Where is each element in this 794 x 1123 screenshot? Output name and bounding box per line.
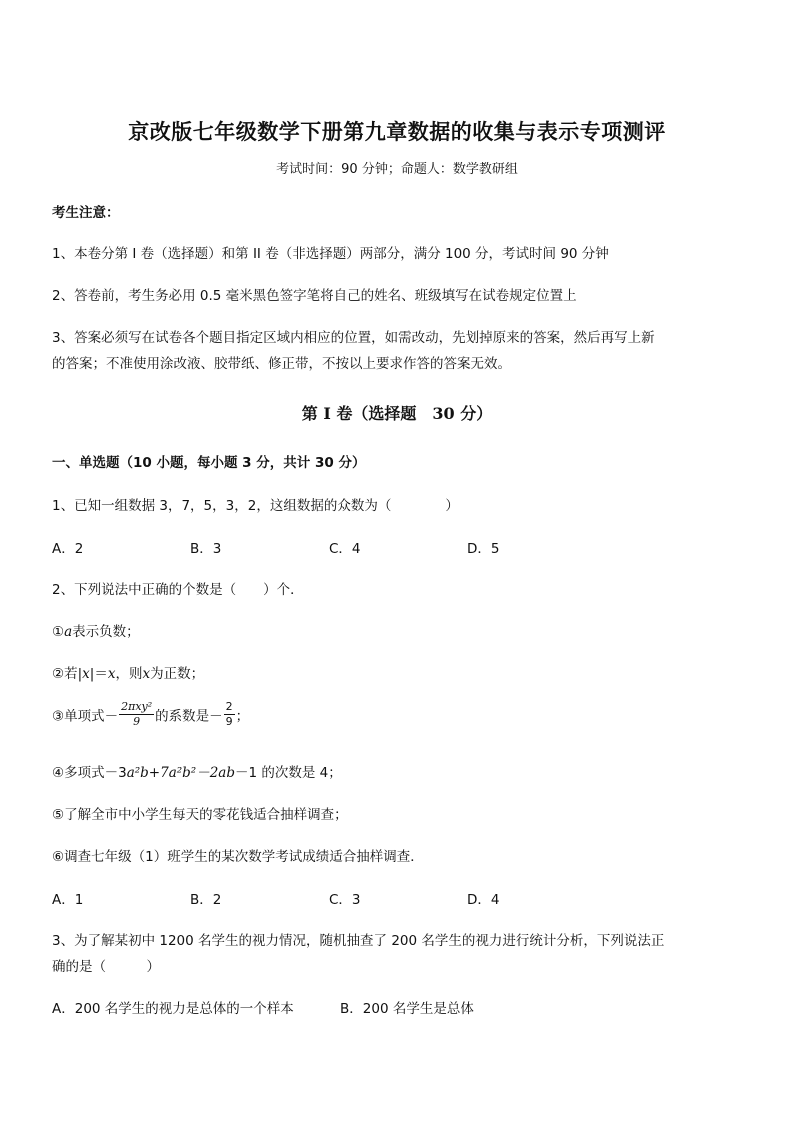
question-3-stem-line-1: 3、为了解某初中 1200 名学生的视力情况，随机抽查了 200 名学生的视力进行统计分析，下列说法正: [52, 933, 665, 949]
notice-item-2: 2、答卷前，考生务必用 0.5 毫米黑色签字笔将自己的姓名、班级填写在试卷规定位置上: [52, 288, 577, 304]
question-2-stem: 2、下列说法中正确的个数是（ ）个．: [52, 582, 304, 598]
notice-item-3: 3、答案必须写在试卷各个题目指定区域内相应的位置，如需改动，先划掉原来的答案，然后再写上新: [52, 330, 655, 346]
notice-item-1: 1、本卷分第 I 卷（选择题）和第 II 卷（非选择题）两部分，满分 100 分，考试时间 90 分钟: [52, 246, 609, 262]
q2-option-c[interactable]: C．3: [329, 892, 361, 908]
q1-option-c[interactable]: C．4: [329, 541, 361, 557]
q1-option-d[interactable]: D．5: [467, 541, 500, 557]
document-title: 京改版七年级数学下册第九章数据的收集与表示专项测评: [128, 119, 666, 144]
coefficient-fraction: $\frac{2}{9}$: [225, 700, 233, 728]
q2-statement-4: ④多项式－3a²b+7a²b²－2ab－1 的次数是 4；: [52, 765, 342, 781]
q2-option-a[interactable]: A．1: [52, 892, 84, 908]
question-3-stem-line-2: 确的是（ ）: [52, 959, 160, 975]
monomial-fraction: $\frac{\text{2πxy²}}{9}$: [121, 700, 153, 728]
q2-statement-3: ③单项式－ $\frac{\text{2πxy²}}{9}$ 的系数是－ $\frac{2}{9}$ ；: [52, 700, 250, 728]
q2-statement-6: ⑥调查七年级（1）班学生的某次数学考试成绩适合抽样调查．: [52, 849, 424, 865]
q2-statement-2: ②若|x|＝x，则x为正数；: [52, 666, 205, 682]
question-1-stem: 1、已知一组数据 3，7，5，3，2，这组数据的众数为（ ）: [52, 498, 459, 514]
q2-option-d[interactable]: D．4: [467, 892, 500, 908]
section-title: 第 I 卷（选择题 30 分）: [301, 404, 493, 423]
q2-statement-5: ⑤了解全市中小学生每天的零花钱适合抽样调查；: [52, 807, 348, 823]
q2-statement-1: ①a表示负数；: [52, 624, 140, 640]
q3-option-a[interactable]: A．200 名学生的视力是总体的一个样本: [52, 1001, 294, 1017]
q2-option-b[interactable]: B．2: [190, 892, 222, 908]
part-title: 一、单选题（10 小题，每小题 3 分，共计 30 分）: [52, 455, 366, 471]
q1-option-a[interactable]: A．2: [52, 541, 84, 557]
notice-heading: 考生注意：: [52, 205, 120, 221]
document-subtitle: 考试时间：90 分钟；命题人：数学教研组: [276, 162, 518, 177]
q3-option-b[interactable]: B．200 名学生是总体: [340, 1001, 474, 1017]
notice-item-3-cont: 的答案；不准使用涂改液、胶带纸、修正带，不按以上要求作答的答案无效。: [52, 356, 511, 372]
q1-option-b[interactable]: B．3: [190, 541, 222, 557]
